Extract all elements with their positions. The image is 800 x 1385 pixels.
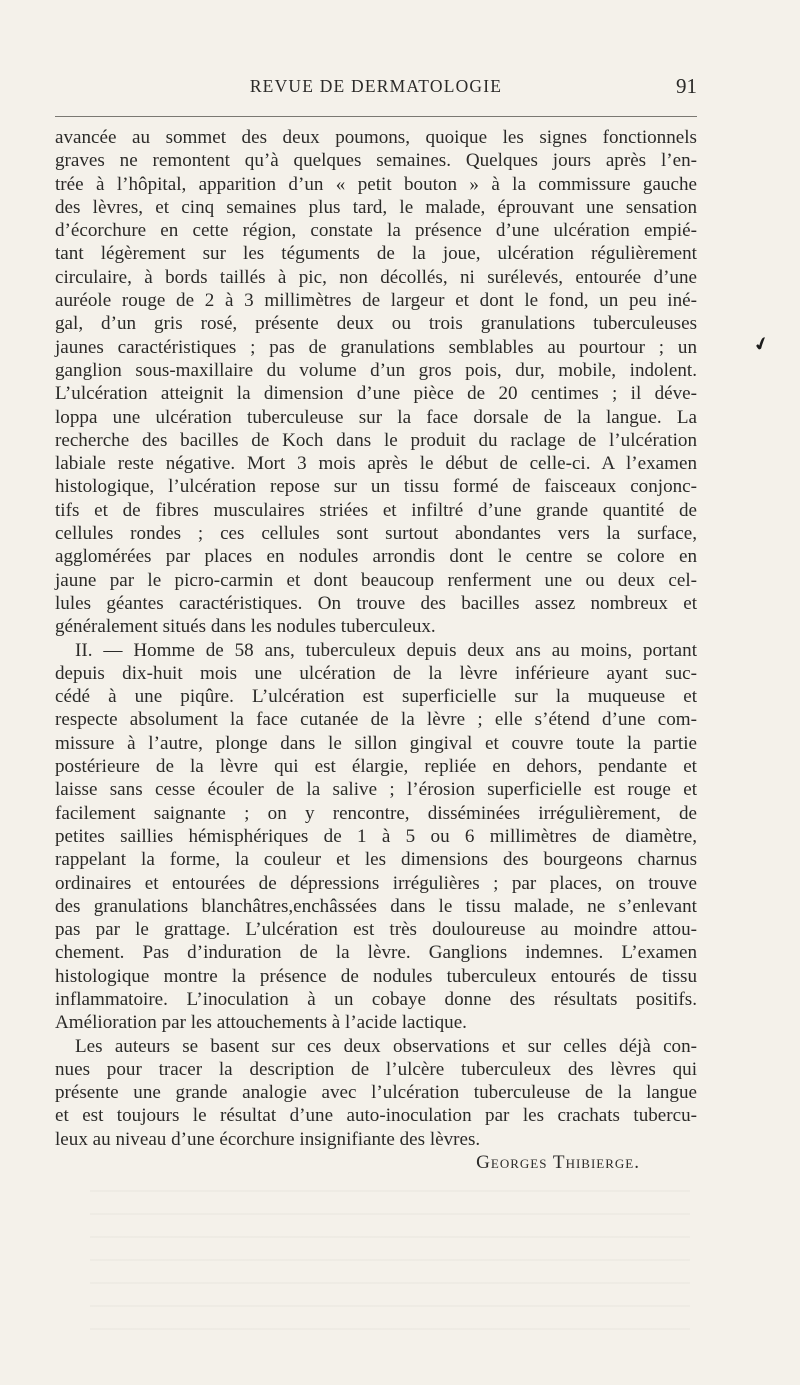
text-line: cellules rondes ; ces cellules sont surtout abondantes vers la surface, (55, 523, 697, 545)
text-line: petites saillies hémisphériques de 1 à 5 ou 6 millimètres de diamètre, (55, 825, 697, 847)
page-header (55, 74, 697, 102)
text-line: recherche des bacilles de Koch dans le produit du raclage de l’ulcération (55, 429, 697, 451)
text-line: trée à l’hôpital, apparition d’un « petit bouton » à la commissure gauche (55, 173, 697, 195)
margin-check-mark: ✔ (750, 332, 772, 357)
text-line: L’ulcération atteignit la dimension d’une pièce de 20 centimes ; il déve- (55, 383, 697, 405)
page-number: 91 (676, 74, 697, 98)
text-line: nues pour tracer la description de l’ulcère tuberculeux des lèvres qui (55, 1058, 697, 1080)
running-head: REVUE DE DERMATOLOGIE (249, 76, 503, 96)
text-line: postérieure de la lèvre qui est élargie, repliée en dehors, pendante et (55, 756, 697, 778)
text-line: jaunes caractéristiques ; pas de granulations semblables au pourtour ; un (55, 336, 697, 358)
text-line: graves ne remontent qu’à quelques semaines. Quelques jours après l’en- (55, 150, 697, 172)
text-line: des granulations blanchâtres,enchâssées dans le tissu malade, ne s’enlevant (55, 895, 697, 917)
text-line: des lèvres, et cinq semaines plus tard, le malade, éprouvant une sensation (55, 196, 697, 218)
header-rule (55, 116, 697, 117)
text-line: circulaire, à bords taillés à pic, non décollés, ni surélevés, entourée d’une (55, 266, 697, 288)
text-line: auréole rouge de 2 à 3 millimètres de largeur et dont le fond, un peu iné- (55, 290, 697, 312)
author-signature: Georges Thibierge. (476, 1152, 640, 1174)
text-line: inflammatoire. L’inoculation à un cobaye donne des résultats positifs. (55, 988, 697, 1010)
text-line: facilement saignante ; on y rencontre, disséminées irrégulièrement, de (55, 802, 697, 824)
text-line: chement. Pas d’induration de la lèvre. Ganglions indemnes. L’examen (55, 942, 697, 964)
article-body (55, 126, 697, 1174)
text-line: Les auteurs se basent sur ces deux observations et sur celles déjà con- (75, 1035, 697, 1057)
text-line: depuis dix-huit mois une ulcération de la lèvre inférieure ayant suc- (55, 662, 697, 684)
text-line: ordinaires et entourées de dépressions irrégulières ; par places, on trouve (55, 872, 697, 894)
text-line: labiale reste négative. Mort 3 mois après le début de celle-ci. A l’examen (55, 453, 697, 475)
text-line: respecte absolument la face cutanée de la lèvre ; elle s’étend d’une com- (55, 709, 697, 731)
text-line: tifs et de fibres musculaires striées et infiltré d’une grande quantité de (55, 499, 697, 521)
text-line: et est toujours le résultat d’une auto-inoculation par les crachats tubercu- (55, 1105, 697, 1127)
text-line: laisse sans cesse écouler de la salive ; l’érosion superficielle est rouge et (55, 779, 697, 801)
text-line: missure à l’autre, plonge dans le sillon gingival et couvre toute la partie (55, 732, 697, 754)
text-line: leux au niveau d’une écorchure insignifiante des lèvres. (55, 1128, 481, 1150)
text-line: lules géantes caractéristiques. On trouve des bacilles assez nombreux et (55, 592, 697, 614)
text-line: ganglion sous-maxillaire du volume d’un gros pois, dur, mobile, indolent. (55, 359, 697, 381)
text-line: rappelant la forme, la couleur et les dimensions des bourgeons charnus (55, 849, 697, 871)
text-line: histologique montre la présence de nodules tuberculeux entourés de tissu (55, 965, 697, 987)
text-line: Amélioration par les attouchements à l’acide lactique. (55, 1012, 467, 1034)
text-line: cédé à une piqûre. L’ulcération est superficielle sur la muqueuse et (55, 686, 697, 708)
text-line: d’écorchure en cette région, constate la présence d’une ulcération empié- (55, 220, 697, 242)
text-line: agglomérées par places en nodules arrondis dont le centre se colore en (55, 546, 697, 568)
text-line: avancée au sommet des deux poumons, quoique les signes fonctionnels (55, 127, 697, 148)
text-line: gal, d’un gris rosé, présente deux ou trois granulations tuberculeuses (55, 313, 697, 335)
text-line: jaune par le picro-carmin et dont beaucoup renferment une ou deux cel- (55, 569, 697, 591)
text-line: tant légèrement sur les téguments de la joue, ulcération régulièrement (55, 243, 697, 265)
text-line: pas par le grattage. L’ulcération est très douloureuse au moindre attou- (55, 919, 697, 941)
show-through-text (90, 1190, 690, 1340)
text-line: II. — Homme de 58 ans, tuberculeux depuis deux ans au moins, portant (75, 639, 697, 661)
text-line: généralement situés dans les nodules tuberculeux. (55, 616, 436, 638)
text-line: présente une grande analogie avec l’ulcération tuberculeuse de la langue (55, 1082, 697, 1104)
text-line: histologique, l’ulcération repose sur un tissu formé de faisceaux conjonc- (55, 476, 697, 498)
text-line: loppa une ulcération tuberculeuse sur la face dorsale de la langue. La (55, 406, 697, 428)
